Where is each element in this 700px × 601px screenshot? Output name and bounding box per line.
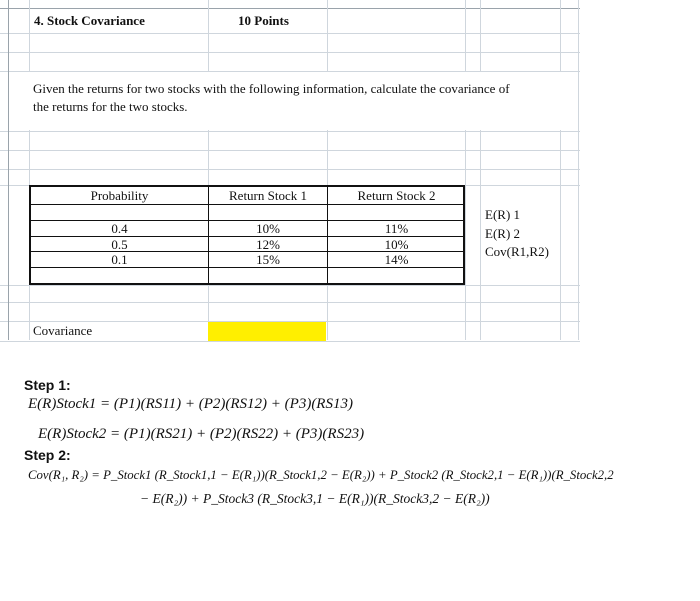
step-1-label: Step 1:	[24, 377, 71, 393]
table-cell: 11%	[384, 221, 409, 236]
header-probability: Probability	[90, 188, 149, 203]
header-return-stock-2: Return Stock 2	[357, 188, 436, 203]
expected-return-2-label: E(R) 2	[485, 226, 521, 241]
prompt-line-2: the returns for the two stocks.	[33, 99, 188, 114]
table-cell: 14%	[384, 252, 409, 267]
expected-return-1-label: E(R) 1	[485, 207, 521, 222]
question-title: 4. Stock Covariance	[34, 13, 145, 28]
table-cell: 10%	[256, 221, 280, 236]
covariance-answer-cell[interactable]	[208, 322, 326, 341]
header-return-stock-1: Return Stock 1	[229, 188, 307, 203]
covariance-short-label: Cov(R1,R2)	[485, 244, 549, 259]
table-cell: 15%	[256, 252, 280, 267]
prompt-line-1: Given the returns for two stocks with the following information, calculate the covariance of	[33, 81, 510, 96]
table-cell: 0.1	[111, 252, 128, 267]
table-cell: 0.4	[111, 221, 128, 236]
step-1-formula-stock-1: E(R)Stock1 = (P1)(RS11) + (P2)(RS12) + (P3)(RS13)	[28, 396, 353, 412]
step-2-label: Step 2:	[24, 447, 71, 463]
returns-table	[29, 185, 465, 285]
table-cell: 10%	[384, 237, 409, 252]
step-2-formula-line-1: Cov(R₁, R₂) = P_Stock1 (R_Stock1,1 − E(R₁))(R_Stock1,2 − E(R₂)) + P_Stock2 (R_Stock2,1 − E(R₁))(R_Stock2,2	[28, 468, 614, 482]
table-cell: 12%	[256, 237, 280, 252]
covariance-label: Covariance	[33, 323, 93, 338]
step-2-formula-line-2: − E(R₂)) + P_Stock3 (R_Stock3,1 − E(R₁))(R_Stock3,2 − E(R₂))	[140, 491, 490, 506]
step-1-formula-stock-2: E(R)Stock2 = (P1)(RS21) + (P2)(RS22) + (P3)(RS23)	[38, 426, 365, 442]
points-label: 10 Points	[238, 13, 289, 28]
table-cell: 0.5	[111, 237, 128, 252]
